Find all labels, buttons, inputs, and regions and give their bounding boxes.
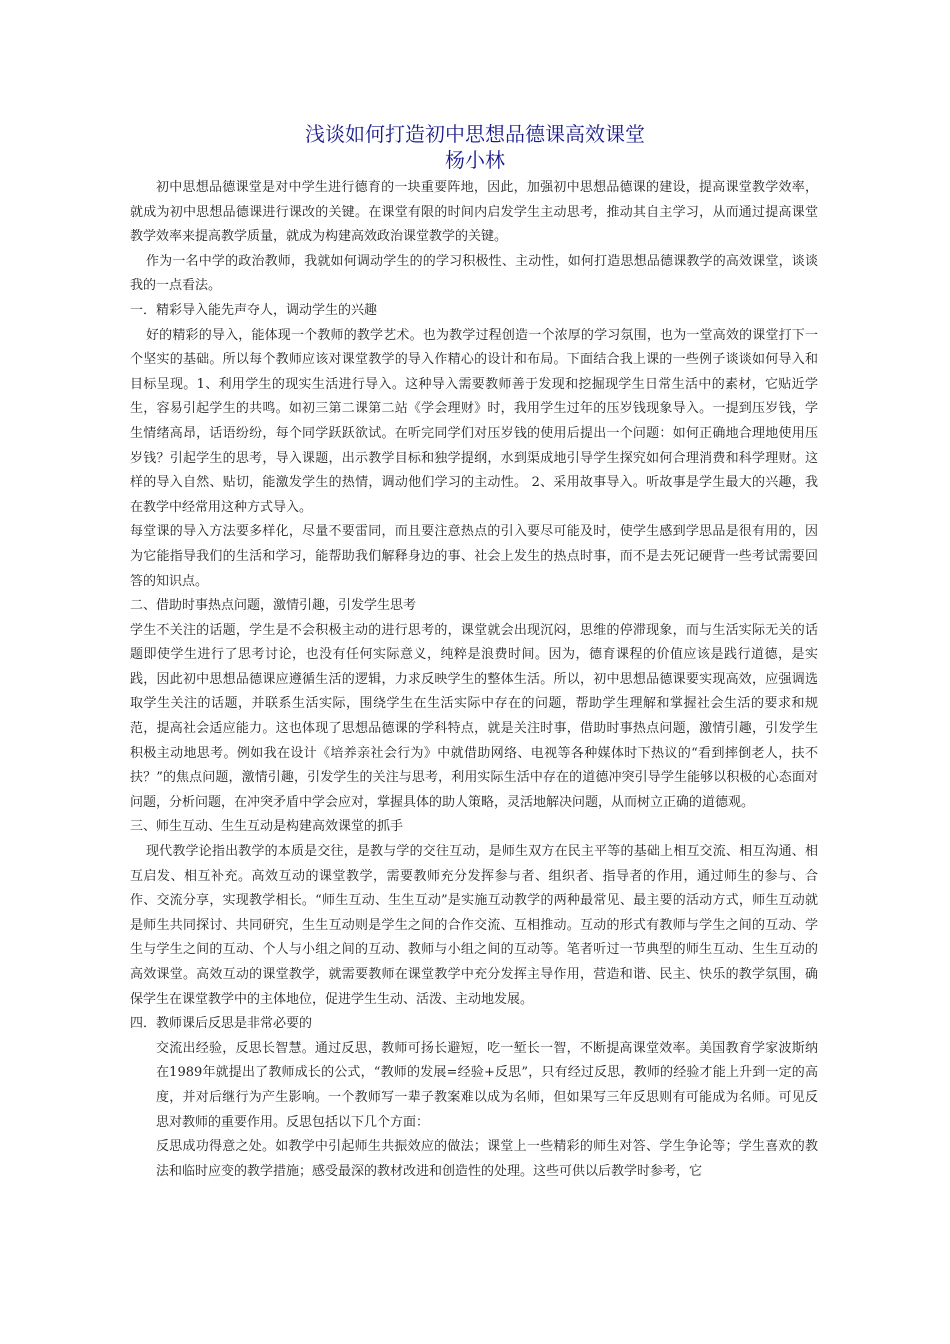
paragraph-purpose: 作为一名中学的政治教师，我就如何调动学生的的学习积极性、主动性，如何打造思想品德课教学的高效课堂，谈谈我的一点看法。 bbox=[130, 253, 818, 294]
paragraph-reflection-success: 反思成功得意之处。如教学中引起师生共振效应的做法；课堂上一些精彩的师生对答、学生争论等；学生喜欢的教法和临时应变的教学措施；感受最深的教材改进和创造性的处理。这些可供以后教学时参考，它 bbox=[156, 1139, 818, 1179]
document-author: 杨小林 bbox=[445, 148, 505, 172]
section-heading-3: 三、师生互动、生生互动是构建高效课堂的抓手 bbox=[130, 819, 404, 835]
paragraph-section-4: 交流出经验，反思长智慧。通过反思，教师可扬长避短，吃一堑长一智，不断提高课堂效率。美国教育学家波斯纳在1989年就提出了教师成长的公式，“教师的发展=经验+反思”，只有经过反思，教师的经验才能上升到一定的高度，并对后继行为产生影响。一个教师写一辈子教案难以成为名师，但如果写三年反思则有可能成为名师。可见反思对教师的重要作用。反思包括以下几个方面： bbox=[156, 1040, 818, 1130]
document-body bbox=[130, 176, 818, 1184]
document-title: 浅谈如何打造初中思想品德课高效课堂 bbox=[305, 122, 645, 146]
paragraph-intro: 初中思想品德课堂是对中学生进行德育的一块重要阵地，因此，加强初中思想品德课的建设，提高课堂教学效率，就成为初中思想品德课进行课改的关键。在课堂有限的时间内启发学生主动思考，推动其自主学习，从而通过提高课堂教学效率来提高教学质量，就成为构建高效政治课堂教学的关键。 bbox=[130, 180, 818, 245]
section-heading-1: 一．精彩导入能先声夺人，调动学生的兴趣 bbox=[130, 302, 378, 318]
paragraph-section-3: 现代教学论指出教学的本质是交往，是教与学的交往互动，是师生双方在民主平等的基础上相互交流、相互沟通、相互启发、相互补充。高效互动的课堂教学，需要教师充分发挥参与者、组织者、指导者的作用，通过师生的参与、合作、交流分享，实现教学相长。“师生互动、生生互动”是实施互动教学的两种最常见、最主要的活动方式，师生互动就是师生共同探讨、共同研究，生生互动则是学生之间的合作交流、互相推动。互动的形式有教师与学生之间的互动、学生与学生之间的互动、个人与小组之间的互动、教师与小组之间的互动等。笔者听过一节典型的师生互动、生生互动的高效课堂。高效互动的课堂教学，就需要教师在课堂教学中充分发挥主导作用，营造和谐、民主、快乐的教学氛围，确保学生在课堂教学中的主体地位，促进学生生动、活泼、主动地发展。 bbox=[130, 844, 818, 1007]
section-heading-2: 二、借助时事热点问题，激情引趣，引发学生思考 bbox=[130, 598, 417, 614]
paragraph-section-1-summary: 每堂课的导入方法要多样化，尽量不要雷同，而且要注意热点的引入要尽可能及时，使学生感到学思品是很有用的，因为它能指导我们的生活和学习，能帮助我们解释身边的事、社会上发生的热点时事，而不是去死记硬背一些考试需要回答的知识点。 bbox=[130, 524, 818, 589]
section-heading-4: 四．教师课后反思是非常必要的 bbox=[130, 1016, 313, 1032]
paragraph-section-2: 学生不关注的话题，学生是不会积极主动的进行思考的，课堂就会出现沉闷，思维的停滞现象，而与生活实际无关的话题即使学生进行了思考讨论，也没有任何实际意义，纯粹是浪费时间。因为，德育课程的价值应该是践行道德，是实践，因此初中思想品德课应遵循生活的逻辑，力求反映学生的整体生活。所以，初中思想品德课要实现高效，应强调选取学生关注的话题，并联系生活实际，围绕学生在生活实际中存在的问题，帮助学生理解和掌握社会生活的要求和规范，提高社会适应能力。这也体现了思想品德课的学科特点，就是关注时事，借助时事热点问题，激情引趣，引发学生积极主动地思考。例如我在设计《培养亲社会行为》中就借助网络、电视等各种媒体时下热议的“看到摔倒老人，扶不扶？”的焦点问题，激情引趣，引发学生的关注与思考，利用实际生活中存在的道德冲突引导学生能够以积极的心态面对问题，分析问题，在冲突矛盾中学会应对，掌握具体的助人策略，灵活地解决问题，从而树立正确的道德观。 bbox=[130, 622, 818, 810]
paragraph-section-1: 好的精彩的导入，能体现一个教师的教学艺术。也为教学过程创造一个浓厚的学习氛围，也为一堂高效的课堂打下一个坚实的基础。所以每个教师应该对课堂教学的导入作精心的设计和布局。下面结合我上课的一些例子谈谈如何导入和目标呈现。1、利用学生的现实生活进行导入。这种导入需要教师善于发现和挖掘现学生日常生活中的素材，它贴近学生，容易引起学生的共鸣。如初三第二课第二站《学会理财》时，我用学生过年的压岁钱现象导入。一提到压岁钱，学生情绪高昂，话语纷纷，每个同学跃跃欲试。在听完同学们对压岁钱的使用后提出一个问题：如何正确地合理地使用压岁钱？引起学生的思考，导入课题，出示教学目标和独学提纲，水到渠成地引导学生探究如何合理消费和科学理财。这样的导入自然、贴切，能激发学生的热情，调动他们学习的主动性。 2、采用故事导入。听故事是学生最大的兴趣，我在教学中经常用这种方式导入。 bbox=[130, 327, 818, 515]
